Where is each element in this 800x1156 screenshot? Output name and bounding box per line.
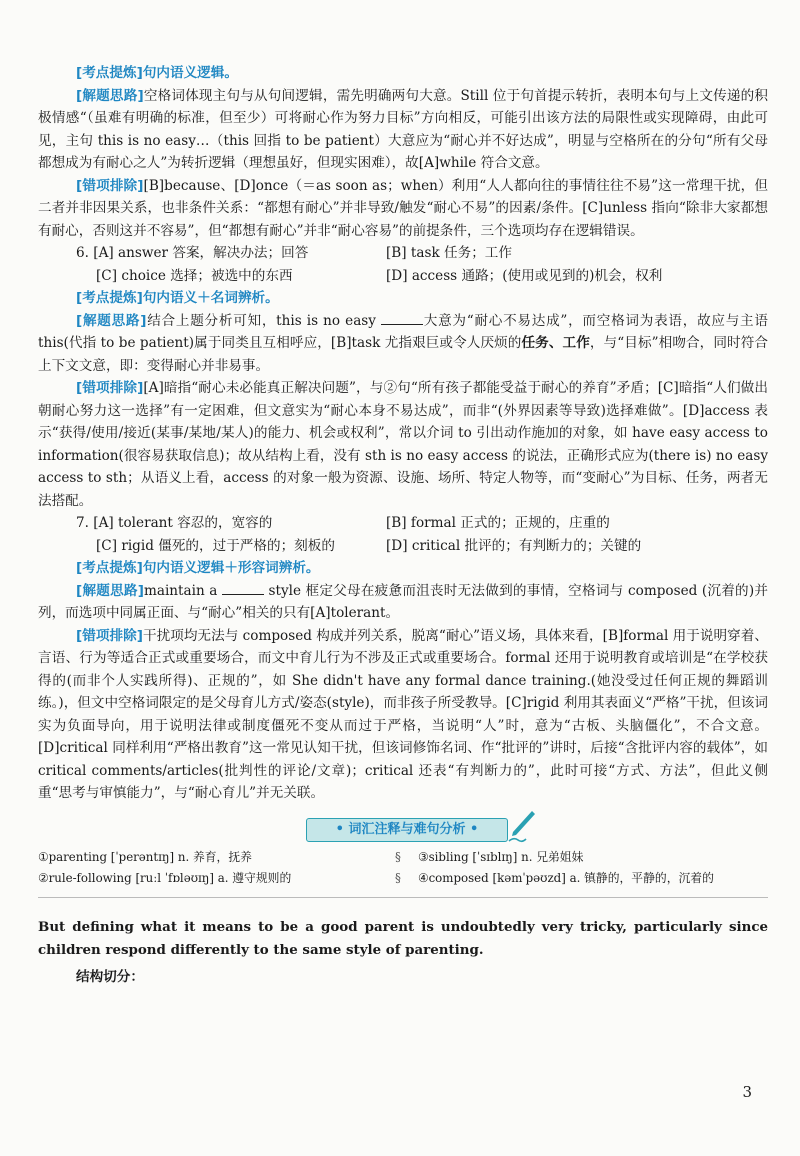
page-content	[38, 62, 768, 988]
section-tag: [考点提炼]	[76, 290, 143, 306]
option-b: [B] task 任务；工作	[386, 245, 512, 261]
section-tag: [解题思路]	[76, 312, 147, 329]
option-c: [C] choice 选择；被选中的东西	[96, 267, 293, 284]
paragraph-text: 干扰项均无法与 composed 构成并列关系，脱离“耐心”语义场，具体来看，[B]formal 用于说明穿着、言语、行为等适合正式或重要场合，而文中育儿行为不涉及正式或重要场合。formal 还用于说明教育或培训是“在学校获得的(而非个人实践所得)、正规的”，如 She didn't have any formal dance training.(她没受过任何正规的舞蹈训练。)，但文中空格词限定的是父母育儿方式/姿态(style)，而非孩子所受教导。[C]rigid 利用其表面义“严格”干扰，但该词实为负面导向，用于说明法律或制度僵死不变从而过于严格，当说明“人”时，意为“古板、头脑僵化”，不合文意。[D]critical 同样利用“严格出教育”这一常见认知干扰，但该词修饰名词、作“批评的”讲时，后接“含批评内容的载体”，如 critical comments/articles(批判性的评论/文章)；critical 还表“有判断力的”，此时可接“方式、方法”，但此义侧重“思考与审慎能力”，与“耐心育儿”并无关联。	[38, 627, 768, 801]
section-tag: [解题思路]	[76, 582, 144, 599]
section-text: 句内语义逻辑。	[142, 65, 238, 81]
q6-options-row2	[38, 265, 768, 288]
page-number: 3	[742, 1083, 752, 1101]
answer-blank	[222, 583, 264, 595]
paragraph-text: 结合上题分析可知，this is no easy	[146, 312, 376, 329]
structure-label: 结构切分：	[76, 968, 144, 985]
vocab-item: ①parenting [ˈperəntɪŋ] n. 养育，抚养	[38, 849, 252, 864]
paragraph-text: ，与“目标”相吻合，同时符合上下文文意，即：变得耐心并非易事。	[38, 335, 768, 374]
paragraph-text: [A]暗指“耐心未必能真正解决问题”，与②句“所有孩子都能受益于耐心的养育”矛盾；[C]暗指“人们做出朝耐心努力这一选择”有一定困难，但文意实为“耐心本身不易达成”，而非“(外界因素等导致)选择难做”。[D]access 表示“获得/使用/接近(某事/某地/某人)的能力、机会或权利”，常以介词 to 引出动作施加的对象，如 have easy access to information(很容易获取信息)；故从结构上看，没有 sth is no easy access 的说法，正确形式应为(there is) no easy access to sth；从语义上看，access 的对象一般为资源、设施、场所、特定人物等，而“变耐心”为目标、任务，两者无法搭配。	[38, 380, 768, 509]
q6-solution	[38, 310, 768, 378]
option-b: [B] formal 正式的；正规的，庄重的	[386, 515, 610, 531]
q5-point-line	[38, 62, 768, 85]
q7-options-row2	[38, 535, 768, 558]
vocab-row-1	[38, 847, 768, 868]
q7-distractors	[38, 625, 768, 805]
section-text: 句内语义逻辑＋形容词辨析。	[142, 560, 320, 576]
q7-solution	[38, 580, 768, 625]
q5-distractors	[38, 175, 768, 243]
vocab-item: ④composed [kəmˈpəʊzd] a. 镇静的，平静的，沉着的	[418, 870, 714, 885]
answer-blank	[381, 313, 423, 325]
q6-options-row1	[38, 242, 768, 265]
paragraph-text: [B]because、[D]once（＝as soon as；when）利用“人人都向往的事情往往不易”这一常理干扰，但二者并非因果关系，也非条件关系：“都想有耐心”并非导致/触发“耐心不易”的因素/条件。[C]unless 指向“除非大家都想有耐心，否则这并不容易”，但“都想有耐心”并非“耐心容易”的前提条件，三个选项均存在逻辑错误。	[38, 177, 768, 239]
section-tag: [错项排除]	[76, 177, 144, 194]
option-d: [D] access 通路；(使用或见到的)机会，权利	[386, 267, 663, 284]
vocab-separator: §	[395, 849, 401, 864]
vocab-item: ③sibling [ˈsɪblɪŋ] n. 兄弟姐妹	[418, 849, 584, 864]
section-divider	[38, 897, 768, 898]
section-tag: [错项排除]	[76, 380, 144, 396]
pen-icon	[506, 809, 536, 845]
q5-solution	[38, 85, 768, 175]
q7-options-row1	[38, 512, 768, 535]
option-c: [C] rigid 僵死的，过于严格的；刻板的	[96, 537, 335, 554]
section-tag: [错项排除]	[76, 627, 143, 644]
difficult-sentence: But defining what it means to be a good parent is undoubtedly very tricky, particularly since children respond differently to the same style of parenting.	[38, 918, 768, 958]
paragraph-text: 大意为“耐心不易达成”，而空格词为表语，故应与主语 this(代指 to be patient)属于同类且互相呼应，[B]task 尤指艰巨或令人厌烦的	[38, 312, 768, 351]
q7-point-line	[38, 557, 768, 580]
q6-point-line	[38, 287, 768, 310]
section-text: 句内语义＋名词辨析。	[142, 290, 279, 306]
paragraph-text: 空格词体现主句与从句间逻辑，需先明确两句大意。Still 位于句首提示转折，表明本句与上文传递的积极情感“（虽难有明确的标准，但至少）可将耐心作为努力目标”方向相反，可能引出该方法的局限性或实现障碍，由此可见，主句 this is no easy…（this 回指 to be patient）大意应为“耐心并不好达成”，明显与空格所在的分句“所有父母都想成为有耐心之人”为转折逻辑（理想虽好，但现实困难），故[A]while 符合文意。	[38, 87, 768, 171]
paragraph-text: maintain a	[143, 582, 218, 599]
vocab-row-2	[38, 868, 768, 889]
section-tag: [考点提炼]	[76, 560, 143, 576]
emphasis-text: 任务、工作	[521, 335, 590, 351]
q6-distractors	[38, 377, 768, 512]
vocab-banner-row	[38, 815, 768, 843]
vocab-separator: §	[395, 870, 401, 885]
option-a: 7. [A] tolerant 容忍的，宽容的	[76, 515, 273, 531]
paragraph-text: style 框定父母在疲惫而沮丧时无法做到的事情，空格词与 composed (沉着的)并列，而选项中同属正面、与“耐心”相关的只有[A]tolerant。	[38, 582, 768, 621]
vocab-banner: • 词汇注释与难句分析 •	[306, 818, 508, 842]
option-a: 6. [A] answer 答案，解决办法；回答	[76, 245, 309, 261]
option-d: [D] critical 批评的；有判断力的；关键的	[386, 537, 642, 554]
section-tag: [解题思路]	[76, 87, 144, 104]
section-tag: [考点提炼]	[76, 65, 143, 81]
vocab-item: ②rule-following [ruːl ˈfɒləʊɪŋ] a. 遵守规则的	[38, 870, 292, 885]
